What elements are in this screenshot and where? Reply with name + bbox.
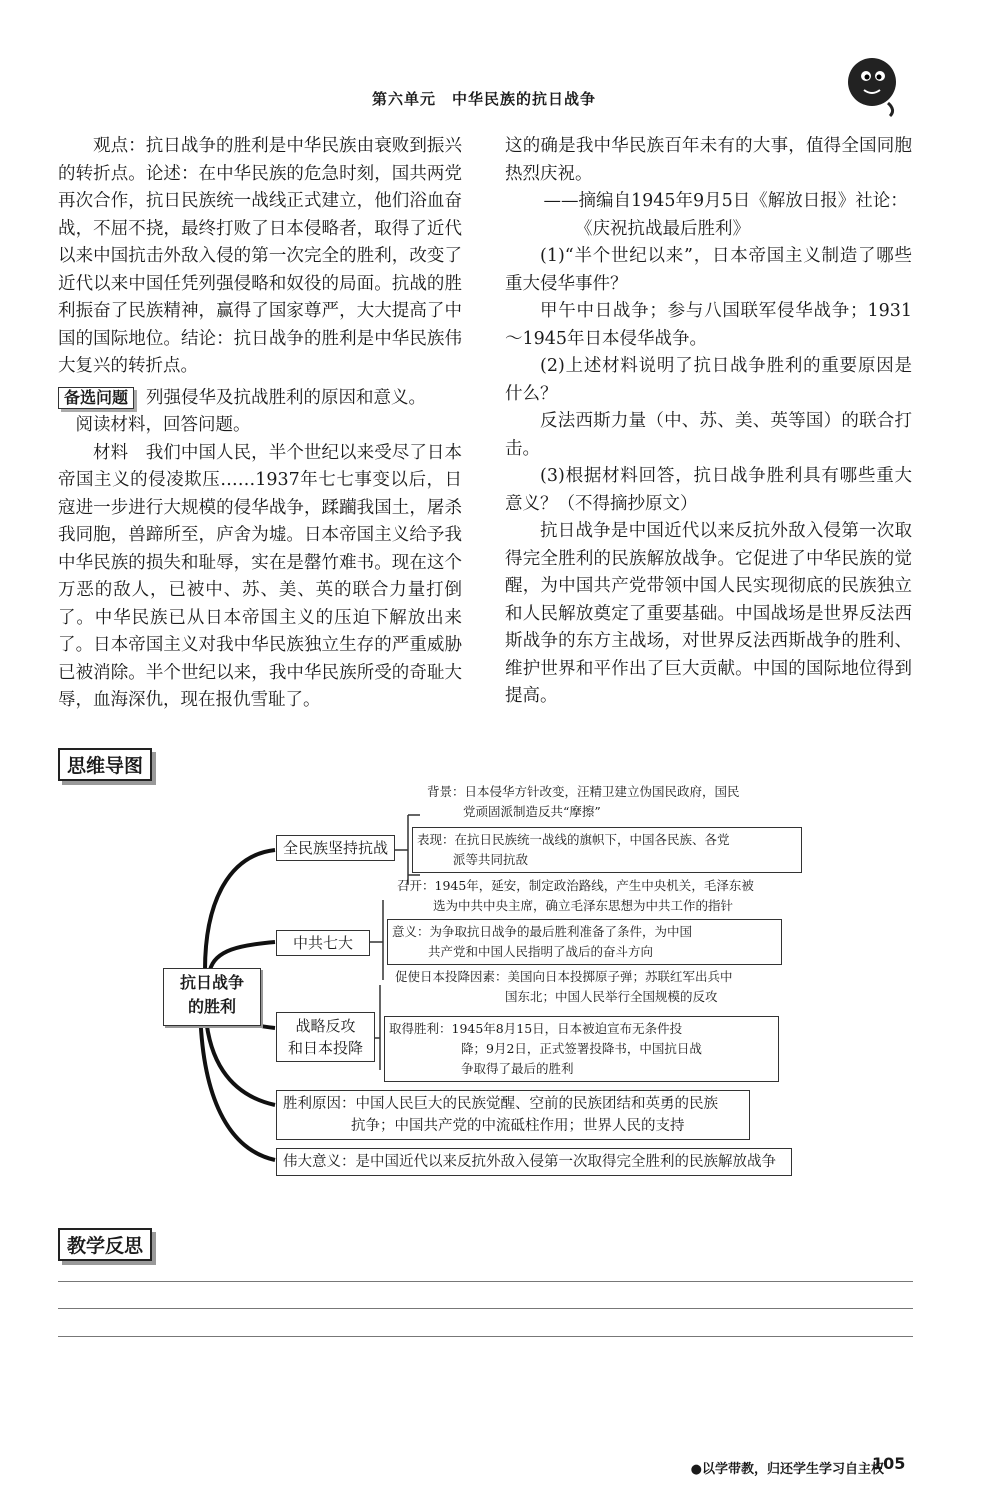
- reflection-line-1[interactable]: [58, 1281, 913, 1282]
- page-number: 105: [872, 1454, 906, 1473]
- reflection-line-2[interactable]: [58, 1308, 913, 1309]
- material-paragraph: 材料 我们中国人民，半个世纪以来受尽了日本帝国主义的侵凌欺压……1937年七七事变以后，日寇进一步进行大规模的侵华战争，蹂躏我国土，屠杀我同胞，兽蹄所至，庐舍为墟。日本帝国主义给予我中华民族的损失和耻辱，实在是罄竹难书。现在这个万恶的敌人，已被中、苏、美、英的联合力量打倒了。中华民族已从日本帝国主义的压迫下解放出来了。日本帝国主义对我中华民族独立生存的严重威胁已被消除。半个世纪以来，我中华民族所受的奇耻大辱，血海深仇，现在报仇雪耻了。: [58, 442, 462, 710]
- backup-question-line: [58, 385, 462, 413]
- mindmap-root: [163, 968, 261, 1026]
- left-column: [58, 133, 462, 715]
- footer-slogan: ●以学带教，归还学生学习自主权: [690, 1462, 884, 1477]
- question-2: (2)上述材料说明了抗日战争胜利的重要原因是什么？: [505, 356, 912, 404]
- root-line-1: 抗日战争: [179, 973, 244, 992]
- material-continuation: 这的确是我中华民族百年未有的大事，值得全国同胞热烈庆祝。: [505, 136, 912, 184]
- b1-background: 背景：日本侵华方针改变，汪精卫建立伪国民政府，国民 党顽固派制造反共“摩擦”: [427, 784, 740, 819]
- root-line-2: 的胜利: [187, 997, 236, 1016]
- backup-topic: 列强侵华及抗战胜利的原因和意义。: [146, 387, 427, 408]
- answer-1: 甲午中日战争；参与八国联军侵华战争；1931～1945年日本侵华战争。: [505, 301, 912, 349]
- b2-significance: 意义：为争取抗日战争的最后胜利准备了条件，为中国 共产党和中国人民指明了战后的奋斗方向: [387, 919, 782, 965]
- backup-question-tag: 备选问题: [58, 387, 134, 409]
- unit-title: 第六单元 中华民族的抗日战争: [372, 90, 597, 108]
- answer-3: 抗日战争是中国近代以来反抗外敌入侵第一次取得完全胜利的民族解放战争。它促进了中华民族的觉醒，为中国共产党带领中国人民实现彻底的民族独立和人民解放奠定了重要基础。中国战场是世界反法西斯战争的东方主战场，对世界反法西斯战争的胜利、维护世界和平作出了巨大贡献。中国的国际地位得到提高。: [505, 521, 912, 706]
- viewpoint-paragraph: 观点：抗日战争的胜利是中华民族由衰败到振兴的转折点。论述：在中华民族的危急时刻，国共两党再次合作，抗日民族统一战线正式建立，他们浴血奋战，不屈不挠，最终打败了日本侵略者，取得了近代以来中国抗击外敌入侵的第一次完全的胜利，改变了近代以来中国任凭列强侵略和奴役的局面。抗战的胜利振奋了民族精神，赢得了国家尊严，大大提高了中国的国际地位。结论：抗日战争的胜利是中华民族伟大复兴的转折点。: [58, 136, 462, 376]
- mindmap-section-title: 思维导图: [58, 748, 152, 781]
- reflection-line-3[interactable]: [58, 1336, 913, 1337]
- question-3: (3)根据材料回答，抗日战争胜利具有哪些重大意义？（不得摘抄原文）: [505, 466, 912, 514]
- branch-reasons-for-victory: 胜利原因：中国人民巨大的民族觉醒、空前的民族团结和英勇的民族 抗争；中国共产党的中流砥柱作用；世界人民的支持: [276, 1090, 750, 1140]
- source-line-1: ——摘编自1945年9月5日《解放日报》社论：: [543, 191, 908, 211]
- b3-surrender-factors: 促使日本投降因素：美国向日本投掷原子弹；苏联红军出兵中 国东北；中国人民举行全国规模的反攻: [395, 969, 733, 1004]
- question-1: (1)“半个世纪以来”，日本帝国主义制造了哪些重大侵华事件？: [505, 246, 912, 294]
- branch-great-significance: 伟大意义：是中国近代以来反抗外敌入侵第一次取得完全胜利的民族解放战争: [276, 1148, 792, 1176]
- mascot-icon: [838, 48, 910, 120]
- source-line-2: 《庆祝抗战最后胜利》: [575, 218, 750, 239]
- b3-victory: 取得胜利：1945年8月15日，日本被迫宣布无条件投 降；9月2日，正式签署投降书，中国抗日战 争取得了最后的胜利: [384, 1016, 779, 1082]
- branch-counteroffensive-surrender: 战略反攻 和日本投降: [276, 1012, 375, 1062]
- b1-manifestation: 表现：在抗日民族统一战线的旗帜下，中国各民族、各党 派等共同抗敌: [412, 827, 802, 873]
- branch-whole-nation-resistance: 全民族坚持抗战: [276, 835, 395, 861]
- answer-2: 反法西斯力量（中、苏、美、英等国）的联合打击。: [505, 411, 912, 459]
- branch-7th-congress: 中共七大: [276, 930, 370, 956]
- reflection-section-title: 教学反思: [58, 1228, 152, 1261]
- instruction-text: 阅读材料，回答问题。: [75, 415, 251, 435]
- b2-convening: 召开：1945年，延安，制定政治路线，产生中央机关，毛泽东被 选为中共中央主席，确立毛泽东思想为中共工作的指针: [397, 878, 754, 913]
- right-column: [505, 133, 912, 711]
